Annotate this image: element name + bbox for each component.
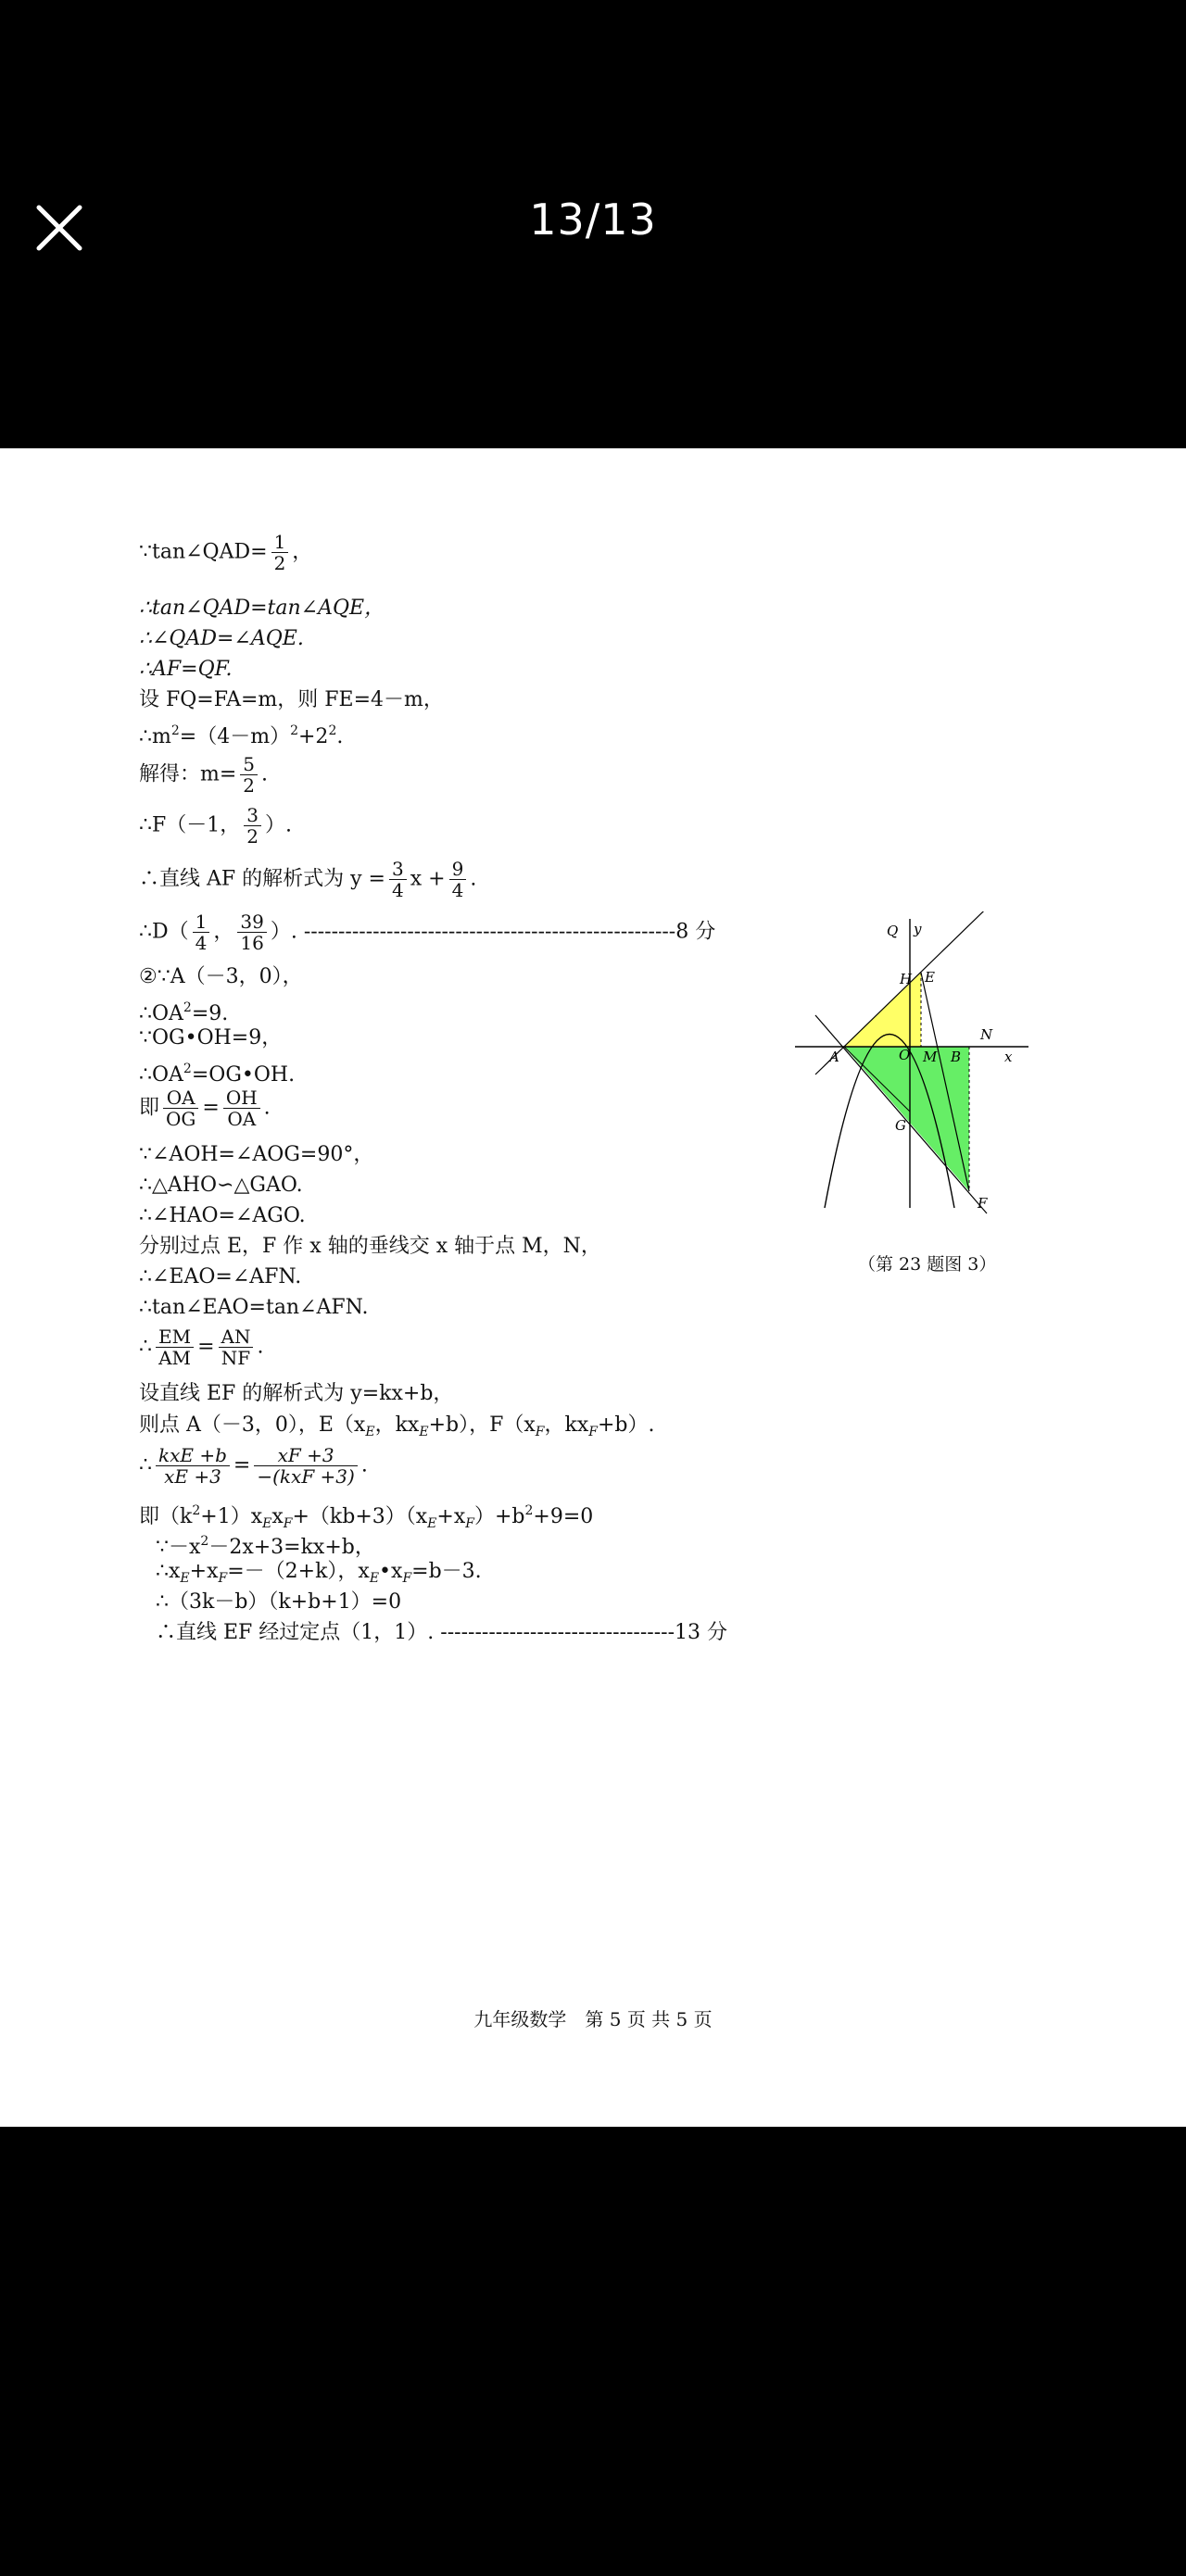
solution-line: 设 FQ=FA=m，则 FE=4－m， xyxy=(139,688,444,711)
solution-line: ∵∠AOH=∠AOG=90°， xyxy=(139,1143,374,1166)
solution-line: ∴D（ $\frac{1}{4}$ ， $\frac{39}{16}$ ）. ------------------------------------------------------8 分 xyxy=(139,911,716,954)
solution-line: 即$(k^2+1)x_Ex_F+(kb+3)(x_E+x_F)+b^2+9=0$ xyxy=(139,1503,594,1531)
fraction: $\frac{39}{16}$ xyxy=(237,911,266,953)
solution-line: ∴ $\frac{EM}{AM}$ = $\frac{AN}{NF}$ . xyxy=(139,1326,264,1369)
solution-line: ∵tan∠QAD= $\frac{1}{2}$ ， xyxy=(139,531,313,574)
label-o: O xyxy=(899,1047,911,1063)
label-h: H xyxy=(900,971,913,987)
solution-line: ∴tan∠QAD=tan∠AQE， xyxy=(139,597,385,620)
viewer-bottom-bar xyxy=(0,2127,1186,2576)
solution-line: ∴∠HAO=∠AGO. xyxy=(139,1204,306,1227)
solution-line: ∴直线 EF 经过定点（1，1）. ----------------------------------13 分 xyxy=(156,1621,728,1644)
label-n: N xyxy=(980,1026,993,1043)
fraction: $\frac{OH}{OA}$ xyxy=(223,1087,260,1129)
solution-line: 则点 A（－3，0），$E(x_E$，$kx_E+b$），$F(x_F$，$kx_F+b$）. xyxy=(139,1414,655,1439)
label-q: Q xyxy=(887,923,899,939)
label-a: A xyxy=(829,1049,839,1065)
label-m: M xyxy=(923,1049,938,1065)
fraction: $\frac{3}{2}$ xyxy=(244,805,261,847)
fraction: $\frac{5}{2}$ xyxy=(240,754,258,796)
solution-line: ∴F（－1， $\frac{3}{2}$ ）. xyxy=(139,804,292,848)
fraction: $\frac{3}{4}$ xyxy=(389,859,407,900)
label-g: G xyxy=(895,1117,906,1134)
fraction: $\frac{xF +3}{\text{−(kxF +3)}}$ xyxy=(254,1445,357,1487)
solution-line: ∴ $\frac{\text{kxE +b}}{xE +3}$ = $\frac{xF +3}{\text{−(kxF +3)}}$ . xyxy=(139,1444,368,1488)
solution-line: ∴△AHO∽△GAO. xyxy=(139,1174,303,1197)
solution-line: ∴∠QAD=∠AQE. xyxy=(139,627,304,650)
page-counter: 13/13 xyxy=(529,195,657,245)
label-b: B xyxy=(951,1049,962,1065)
label-f: F xyxy=(978,1195,988,1212)
fraction: $\frac{9}{4}$ xyxy=(449,859,467,900)
viewer-top-bar xyxy=(0,0,1186,448)
geometry-figure xyxy=(788,911,1028,1245)
fraction: $\frac{OA}{OG}$ xyxy=(163,1087,198,1129)
solution-line: ∴直线 AF 的解析式为 y = $\frac{3}{4}$ x + $\frac{9}{4}$ . xyxy=(139,858,477,901)
solution-line: ∴AF=QF. xyxy=(139,658,233,681)
solution-line: ∴tan∠EAO=tan∠AFN. xyxy=(139,1296,369,1319)
solution-line: $\because-x^2-2x+3=kx+b$， xyxy=(156,1534,375,1559)
solution-line: 解得：m= $\frac{5}{2}$ . xyxy=(139,753,269,797)
fraction: $\frac{\text{kxE +b}}{xE +3}$ xyxy=(156,1445,230,1487)
solution-line: $\therefore x_E+x_F=-(2+k)$，$x_E•x_F=b-3$. xyxy=(156,1560,482,1586)
fraction: $\frac{EM}{AM}$ xyxy=(156,1326,194,1368)
solution-line: $\therefore OA^2=9$. xyxy=(139,1000,229,1025)
page-footer: 九年级数学 第 5 页 共 5 页 xyxy=(473,2008,713,2030)
solution-line: 设直线 EF 的解析式为 y=kx+b， xyxy=(139,1382,454,1405)
solution-line: $\therefore OA^2=OG•OH$. xyxy=(139,1062,296,1087)
figure-caption: （第 23 题图 3） xyxy=(858,1254,997,1275)
solution-line: $\therefore m^2=(4-m)^2+2^2$. xyxy=(139,723,344,748)
fraction: $\frac{1}{4}$ xyxy=(193,911,210,953)
label-e: E xyxy=(925,969,935,986)
solution-line: ②∵A（－3，0）， xyxy=(139,965,303,988)
solution-line: ∴∠EAO=∠AFN. xyxy=(139,1265,302,1288)
label-x: x xyxy=(1004,1049,1013,1065)
document-page xyxy=(0,448,1186,2127)
solution-line: ∵OG•OH=9， xyxy=(139,1026,283,1049)
green-triangle xyxy=(844,1047,969,1191)
fraction: $\frac{AN}{NF}$ xyxy=(219,1326,254,1368)
solution-line: 分别过点 E，F 作 x 轴的垂线交 x 轴于点 M，N， xyxy=(139,1235,601,1258)
label-y: y xyxy=(914,921,922,937)
fraction: $\frac{1}{2}$ xyxy=(271,532,289,573)
solution-line: ∴（3k－b）（k+b+1）=0 xyxy=(156,1590,402,1614)
solution-line: 即 $\frac{OA}{OG}$ = $\frac{OH}{OA}$ . xyxy=(139,1087,271,1130)
